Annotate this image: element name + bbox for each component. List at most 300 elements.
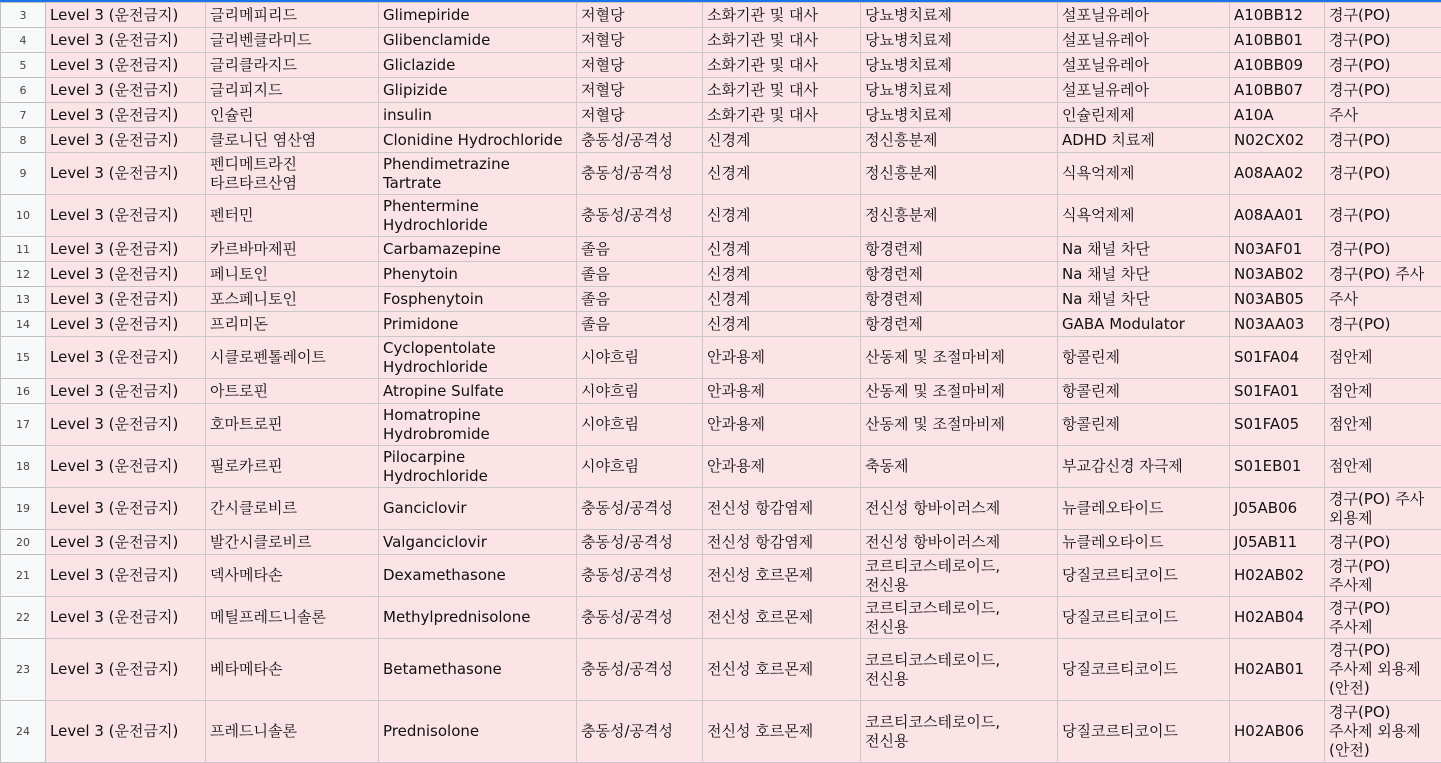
side-effect-cell[interactable]: 졸음	[577, 262, 703, 287]
mechanism-cell[interactable]: 항콜린제	[1058, 379, 1230, 404]
atc-code-cell[interactable]: N03AF01	[1230, 237, 1325, 262]
organ-system-cell[interactable]: 소화기관 및 대사	[703, 53, 861, 78]
atc-code-cell[interactable]: J05AB11	[1230, 530, 1325, 555]
organ-system-cell[interactable]: 소화기관 및 대사	[703, 28, 861, 53]
english-name-cell[interactable]	[379, 379, 577, 404]
drug-class-cell[interactable]	[861, 128, 1058, 153]
route-cell[interactable]	[1325, 379, 1441, 404]
drug-class-cell-line: 코르티코스테로이드,	[865, 557, 1053, 576]
mechanism-cell[interactable]: 설포닐유레아	[1058, 28, 1230, 53]
route-cell[interactable]	[1325, 639, 1441, 701]
organ-system-cell[interactable]: 안과용제	[703, 446, 861, 488]
drug-class-cell[interactable]	[861, 28, 1058, 53]
level-cell[interactable]: Level 3 (운전금지)	[46, 446, 206, 488]
organ-system-cell[interactable]: 신경계	[703, 195, 861, 237]
korean-name-cell-line: 인슐린	[210, 106, 374, 125]
level-cell[interactable]: Level 3 (운전금지)	[46, 530, 206, 555]
korean-name-cell-line: 페니토인	[210, 265, 374, 284]
side-effect-cell[interactable]: 저혈당	[577, 28, 703, 53]
route-cell[interactable]	[1325, 530, 1441, 555]
english-name-cell[interactable]	[379, 103, 577, 128]
atc-code-cell[interactable]: H02AB04	[1230, 597, 1325, 639]
korean-name-cell[interactable]	[206, 103, 379, 128]
organ-system-cell[interactable]: 소화기관 및 대사	[703, 3, 861, 28]
mechanism-cell[interactable]: 항콜린제	[1058, 404, 1230, 446]
route-cell[interactable]	[1325, 597, 1441, 639]
route-cell-line: 경구(PO)	[1329, 315, 1437, 334]
english-name-cell-line: Methylprednisolone	[383, 608, 572, 627]
level-cell[interactable]: Level 3 (운전금지)	[46, 153, 206, 195]
drug-class-cell[interactable]	[861, 103, 1058, 128]
organ-system-cell[interactable]: 신경계	[703, 237, 861, 262]
atc-code-cell[interactable]: N02CX02	[1230, 128, 1325, 153]
korean-name-cell-line: 카르바마제핀	[210, 240, 374, 259]
level-cell[interactable]: Level 3 (운전금지)	[46, 404, 206, 446]
side-effect-cell[interactable]: 시야흐림	[577, 379, 703, 404]
atc-code-cell[interactable]: N03AA03	[1230, 312, 1325, 337]
korean-name-cell-line: 글리피지드	[210, 81, 374, 100]
english-name-cell-line: Prednisolone	[383, 722, 572, 741]
row-number[interactable]: 17	[1, 404, 46, 446]
route-cell[interactable]	[1325, 404, 1441, 446]
route-cell[interactable]	[1325, 446, 1441, 488]
english-name-cell-line: Cyclopentolate	[383, 339, 572, 358]
mechanism-cell[interactable]: Na 채널 차단	[1058, 237, 1230, 262]
route-cell-line: 점안제	[1329, 415, 1437, 434]
drug-class-cell-line: 당뇨병치료제	[865, 56, 1053, 75]
side-effect-cell[interactable]: 졸음	[577, 287, 703, 312]
route-cell-line: 경구(PO)	[1329, 206, 1437, 225]
organ-system-cell[interactable]: 소화기관 및 대사	[703, 103, 861, 128]
korean-name-cell[interactable]	[206, 337, 379, 379]
drug-class-cell[interactable]	[861, 78, 1058, 103]
drug-class-cell[interactable]	[861, 53, 1058, 78]
row-number[interactable]: 21	[1, 555, 46, 597]
english-name-cell[interactable]	[379, 446, 577, 488]
english-name-cell[interactable]	[379, 597, 577, 639]
route-cell-line: 경구(PO)	[1329, 599, 1437, 618]
english-name-cell[interactable]	[379, 701, 577, 763]
route-cell[interactable]	[1325, 262, 1441, 287]
mechanism-cell[interactable]: ADHD 치료제	[1058, 128, 1230, 153]
route-cell[interactable]	[1325, 555, 1441, 597]
english-name-cell-line: Dexamethasone	[383, 566, 572, 585]
organ-system-cell[interactable]: 전신성 항감염제	[703, 488, 861, 530]
drug-class-cell[interactable]	[861, 262, 1058, 287]
level-cell[interactable]: Level 3 (운전금지)	[46, 597, 206, 639]
side-effect-cell[interactable]: 시야흐림	[577, 446, 703, 488]
drug-class-cell[interactable]	[861, 446, 1058, 488]
route-cell-line: 경구(PO) 주사	[1329, 490, 1437, 509]
route-cell[interactable]	[1325, 195, 1441, 237]
drug-class-cell[interactable]	[861, 404, 1058, 446]
route-cell[interactable]	[1325, 287, 1441, 312]
atc-code-cell[interactable]: H02AB01	[1230, 639, 1325, 701]
drug-class-cell[interactable]	[861, 287, 1058, 312]
level-cell[interactable]: Level 3 (운전금지)	[46, 701, 206, 763]
side-effect-cell[interactable]: 충동성/공격성	[577, 597, 703, 639]
table-row	[1, 53, 1441, 78]
route-cell[interactable]	[1325, 28, 1441, 53]
korean-name-cell[interactable]	[206, 153, 379, 195]
korean-name-cell[interactable]	[206, 597, 379, 639]
organ-system-cell[interactable]: 안과용제	[703, 404, 861, 446]
grid-body	[1, 3, 1441, 763]
route-cell[interactable]	[1325, 312, 1441, 337]
english-name-cell[interactable]	[379, 555, 577, 597]
english-name-cell[interactable]	[379, 337, 577, 379]
row-number[interactable]: 5	[1, 53, 46, 78]
english-name-cell[interactable]	[379, 530, 577, 555]
side-effect-cell[interactable]: 충동성/공격성	[577, 195, 703, 237]
atc-code-cell[interactable]: A10BB07	[1230, 78, 1325, 103]
english-name-cell[interactable]	[379, 262, 577, 287]
mechanism-cell[interactable]: 부교감신경 자극제	[1058, 446, 1230, 488]
english-name-cell-line: Ganciclovir	[383, 499, 572, 518]
row-number[interactable]: 7	[1, 103, 46, 128]
side-effect-cell[interactable]: 충동성/공격성	[577, 488, 703, 530]
atc-code-cell[interactable]: A10A	[1230, 103, 1325, 128]
organ-system-cell[interactable]: 안과용제	[703, 379, 861, 404]
side-effect-cell[interactable]: 졸음	[577, 312, 703, 337]
organ-system-cell[interactable]: 소화기관 및 대사	[703, 78, 861, 103]
mechanism-cell[interactable]: 뉴클레오타이드	[1058, 530, 1230, 555]
route-cell-line: 경구(PO)	[1329, 131, 1437, 150]
atc-code-cell[interactable]: A10BB09	[1230, 53, 1325, 78]
row-number[interactable]: 19	[1, 488, 46, 530]
row-number[interactable]: 20	[1, 530, 46, 555]
organ-system-cell[interactable]: 신경계	[703, 128, 861, 153]
mechanism-cell[interactable]: 설포닐유레아	[1058, 78, 1230, 103]
table-row	[1, 404, 1441, 446]
table-row	[1, 379, 1441, 404]
drug-class-cell-line: 당뇨병치료제	[865, 81, 1053, 100]
atc-code-cell[interactable]: S01FA04	[1230, 337, 1325, 379]
route-cell-line: 경구(PO)	[1329, 557, 1437, 576]
route-cell-line: 주사	[1329, 106, 1437, 125]
row-number[interactable]: 11	[1, 237, 46, 262]
korean-name-cell[interactable]	[206, 555, 379, 597]
mechanism-cell[interactable]: 식욕억제제	[1058, 153, 1230, 195]
english-name-cell[interactable]	[379, 287, 577, 312]
drug-class-cell[interactable]	[861, 597, 1058, 639]
korean-name-cell-line: 프레드니솔론	[210, 722, 374, 741]
english-name-cell[interactable]	[379, 237, 577, 262]
atc-code-cell[interactable]: S01FA05	[1230, 404, 1325, 446]
drug-class-cell-line: 코르티코스테로이드,	[865, 713, 1053, 732]
table-row	[1, 3, 1441, 28]
mechanism-cell[interactable]: Na 채널 차단	[1058, 287, 1230, 312]
atc-code-cell[interactable]: N03AB05	[1230, 287, 1325, 312]
english-name-cell-line: Atropine Sulfate	[383, 382, 572, 401]
organ-system-cell[interactable]: 신경계	[703, 312, 861, 337]
mechanism-cell[interactable]: 인슐린제제	[1058, 103, 1230, 128]
drug-class-cell[interactable]	[861, 3, 1058, 28]
english-name-cell-line: Primidone	[383, 315, 572, 334]
side-effect-cell[interactable]: 충동성/공격성	[577, 701, 703, 763]
english-name-cell[interactable]	[379, 53, 577, 78]
korean-name-cell[interactable]	[206, 3, 379, 28]
atc-code-cell[interactable]: H02AB02	[1230, 555, 1325, 597]
route-cell-line: 주사	[1329, 290, 1437, 309]
route-cell-line: 경구(PO)	[1329, 533, 1437, 552]
side-effect-cell[interactable]: 졸음	[577, 237, 703, 262]
drug-class-cell-line: 항경련제	[865, 265, 1053, 284]
row-number[interactable]: 24	[1, 701, 46, 763]
korean-name-cell-line: 포스페니토인	[210, 290, 374, 309]
english-name-cell-line: Fosphenytoin	[383, 290, 572, 309]
atc-code-cell[interactable]: A10BB01	[1230, 28, 1325, 53]
route-cell[interactable]	[1325, 78, 1441, 103]
korean-name-cell[interactable]	[206, 237, 379, 262]
level-cell[interactable]: Level 3 (운전금지)	[46, 78, 206, 103]
english-name-cell-line: Phentermine	[383, 197, 572, 216]
english-name-cell-line: Pilocarpine	[383, 448, 572, 467]
korean-name-cell[interactable]	[206, 404, 379, 446]
table-row	[1, 153, 1441, 195]
korean-name-cell-line: 클로니딘 염산염	[210, 131, 374, 150]
mechanism-cell[interactable]: 뉴클레오타이드	[1058, 488, 1230, 530]
korean-name-cell[interactable]	[206, 312, 379, 337]
table-row	[1, 597, 1441, 639]
english-name-cell[interactable]	[379, 3, 577, 28]
level-cell[interactable]: Level 3 (운전금지)	[46, 3, 206, 28]
level-cell[interactable]: Level 3 (운전금지)	[46, 312, 206, 337]
route-cell[interactable]	[1325, 488, 1441, 530]
korean-name-cell[interactable]	[206, 262, 379, 287]
english-name-cell-line: Clonidine Hydrochloride	[383, 131, 572, 150]
korean-name-cell[interactable]	[206, 287, 379, 312]
drug-class-cell[interactable]	[861, 312, 1058, 337]
mechanism-cell[interactable]: Na 채널 차단	[1058, 262, 1230, 287]
mechanism-cell[interactable]: 당질코르티코이드	[1058, 555, 1230, 597]
english-name-cell-line: insulin	[383, 106, 572, 125]
side-effect-cell[interactable]: 충동성/공격성	[577, 555, 703, 597]
korean-name-cell[interactable]	[206, 28, 379, 53]
drug-class-cell[interactable]	[861, 639, 1058, 701]
organ-system-cell[interactable]: 전신성 호르몬제	[703, 639, 861, 701]
side-effect-cell[interactable]: 시야흐림	[577, 337, 703, 379]
drug-class-cell-line: 항경련제	[865, 315, 1053, 334]
korean-name-cell-line: 프리미돈	[210, 315, 374, 334]
drug-class-cell[interactable]	[861, 237, 1058, 262]
route-cell-line: 점안제	[1329, 457, 1437, 476]
row-number[interactable]: 13	[1, 287, 46, 312]
route-cell[interactable]	[1325, 3, 1441, 28]
level-cell[interactable]: Level 3 (운전금지)	[46, 337, 206, 379]
route-cell-line: 외용제	[1329, 509, 1437, 528]
drug-class-cell[interactable]	[861, 379, 1058, 404]
organ-system-cell[interactable]: 안과용제	[703, 337, 861, 379]
level-cell[interactable]: Level 3 (운전금지)	[46, 379, 206, 404]
level-cell[interactable]: Level 3 (운전금지)	[46, 287, 206, 312]
route-cell[interactable]	[1325, 153, 1441, 195]
level-cell[interactable]: Level 3 (운전금지)	[46, 195, 206, 237]
korean-name-cell-line: 글리벤클라미드	[210, 31, 374, 50]
mechanism-cell[interactable]: 설포닐유레아	[1058, 3, 1230, 28]
atc-code-cell[interactable]: S01FA01	[1230, 379, 1325, 404]
korean-name-cell-line: 타르타르산염	[210, 174, 374, 193]
english-name-cell[interactable]	[379, 404, 577, 446]
drug-class-cell-line: 전신용	[865, 576, 1053, 595]
side-effect-cell[interactable]: 충동성/공격성	[577, 530, 703, 555]
level-cell[interactable]: Level 3 (운전금지)	[46, 639, 206, 701]
drug-class-cell[interactable]	[861, 530, 1058, 555]
side-effect-cell[interactable]: 충동성/공격성	[577, 639, 703, 701]
table-row	[1, 78, 1441, 103]
row-number[interactable]: 10	[1, 195, 46, 237]
atc-code-cell[interactable]: A08AA01	[1230, 195, 1325, 237]
korean-name-cell-line: 베타메타손	[210, 660, 374, 679]
row-number[interactable]: 18	[1, 446, 46, 488]
english-name-cell[interactable]	[379, 153, 577, 195]
side-effect-cell[interactable]: 충동성/공격성	[577, 128, 703, 153]
level-cell[interactable]: Level 3 (운전금지)	[46, 28, 206, 53]
organ-system-cell[interactable]: 전신성 호르몬제	[703, 555, 861, 597]
row-number[interactable]: 8	[1, 128, 46, 153]
table-row	[1, 287, 1441, 312]
korean-name-cell[interactable]	[206, 639, 379, 701]
english-name-cell-line: Valganciclovir	[383, 533, 572, 552]
organ-system-cell[interactable]: 신경계	[703, 262, 861, 287]
route-cell-line: 경구(PO)	[1329, 641, 1437, 660]
korean-name-cell-line: 시클로펜톨레이트	[210, 348, 374, 367]
mechanism-cell[interactable]: GABA Modulator	[1058, 312, 1230, 337]
drug-class-cell-line: 축동제	[865, 457, 1053, 476]
korean-name-cell[interactable]	[206, 78, 379, 103]
route-cell-line: 주사제	[1329, 576, 1437, 595]
side-effect-cell[interactable]: 저혈당	[577, 78, 703, 103]
mechanism-cell[interactable]: 당질코르티코이드	[1058, 639, 1230, 701]
table-row	[1, 555, 1441, 597]
english-name-cell-line: Gliclazide	[383, 56, 572, 75]
route-cell[interactable]	[1325, 701, 1441, 763]
route-cell-line: 경구(PO)	[1329, 240, 1437, 259]
row-number[interactable]: 12	[1, 262, 46, 287]
drug-class-cell[interactable]	[861, 337, 1058, 379]
drug-class-cell-line: 전신성 항바이러스제	[865, 499, 1053, 518]
row-number[interactable]: 3	[1, 3, 46, 28]
drug-class-cell-line: 전신용	[865, 732, 1053, 751]
korean-name-cell[interactable]	[206, 446, 379, 488]
organ-system-cell[interactable]: 전신성 항감염제	[703, 530, 861, 555]
side-effect-cell[interactable]: 저혈당	[577, 3, 703, 28]
side-effect-cell[interactable]: 저혈당	[577, 103, 703, 128]
side-effect-cell[interactable]: 저혈당	[577, 53, 703, 78]
atc-code-cell[interactable]: J05AB06	[1230, 488, 1325, 530]
english-name-cell-line: Glimepiride	[383, 6, 572, 25]
level-cell[interactable]: Level 3 (운전금지)	[46, 488, 206, 530]
level-cell[interactable]: Level 3 (운전금지)	[46, 103, 206, 128]
drug-class-cell-line: 정신흥분제	[865, 206, 1053, 225]
atc-code-cell[interactable]: S01EB01	[1230, 446, 1325, 488]
drug-class-cell[interactable]	[861, 488, 1058, 530]
mechanism-cell[interactable]: 당질코르티코이드	[1058, 597, 1230, 639]
korean-name-cell[interactable]	[206, 488, 379, 530]
row-number[interactable]: 6	[1, 78, 46, 103]
english-name-cell-line: Hydrobromide	[383, 425, 572, 444]
mechanism-cell[interactable]: 항콜린제	[1058, 337, 1230, 379]
row-number[interactable]: 16	[1, 379, 46, 404]
route-cell[interactable]	[1325, 237, 1441, 262]
mechanism-cell[interactable]: 당질코르티코이드	[1058, 701, 1230, 763]
route-cell[interactable]	[1325, 103, 1441, 128]
row-number[interactable]: 9	[1, 153, 46, 195]
drug-class-cell-line: 항경련제	[865, 240, 1053, 259]
drug-class-cell-line: 항경련제	[865, 290, 1053, 309]
english-name-cell[interactable]	[379, 78, 577, 103]
korean-name-cell-line: 아트로핀	[210, 382, 374, 401]
drug-class-cell[interactable]	[861, 555, 1058, 597]
english-name-cell[interactable]	[379, 28, 577, 53]
korean-name-cell[interactable]	[206, 530, 379, 555]
route-cell[interactable]	[1325, 53, 1441, 78]
route-cell-line: 주사제 외용제	[1329, 660, 1437, 679]
organ-system-cell[interactable]: 신경계	[703, 287, 861, 312]
row-number[interactable]: 22	[1, 597, 46, 639]
english-name-cell-line: Phendimetrazine Tartrate	[383, 155, 572, 193]
drug-class-cell[interactable]	[861, 701, 1058, 763]
row-number[interactable]: 23	[1, 639, 46, 701]
row-number[interactable]: 15	[1, 337, 46, 379]
drug-class-cell[interactable]	[861, 153, 1058, 195]
route-cell-line: 주사제	[1329, 618, 1437, 637]
mechanism-cell[interactable]: 식욕억제제	[1058, 195, 1230, 237]
korean-name-cell[interactable]	[206, 195, 379, 237]
level-cell[interactable]: Level 3 (운전금지)	[46, 555, 206, 597]
mechanism-cell[interactable]: 설포닐유레아	[1058, 53, 1230, 78]
korean-name-cell-line: 펜터민	[210, 206, 374, 225]
atc-code-cell[interactable]: A10BB12	[1230, 3, 1325, 28]
organ-system-cell[interactable]: 전신성 호르몬제	[703, 701, 861, 763]
drug-class-cell-line: 전신용	[865, 618, 1053, 637]
table-row	[1, 312, 1441, 337]
drug-class-cell[interactable]	[861, 195, 1058, 237]
route-cell-line: 점안제	[1329, 382, 1437, 401]
atc-code-cell[interactable]: H02AB06	[1230, 701, 1325, 763]
route-cell-line: 경구(PO)	[1329, 56, 1437, 75]
english-name-cell[interactable]	[379, 128, 577, 153]
level-cell[interactable]: Level 3 (운전금지)	[46, 53, 206, 78]
side-effect-cell[interactable]: 시야흐림	[577, 404, 703, 446]
route-cell-line: 경구(PO)	[1329, 6, 1437, 25]
english-name-cell[interactable]	[379, 639, 577, 701]
row-number[interactable]: 14	[1, 312, 46, 337]
side-effect-cell[interactable]: 충동성/공격성	[577, 153, 703, 195]
korean-name-cell[interactable]	[206, 379, 379, 404]
organ-system-cell[interactable]: 전신성 호르몬제	[703, 597, 861, 639]
level-cell[interactable]: Level 3 (운전금지)	[46, 237, 206, 262]
english-name-cell[interactable]	[379, 195, 577, 237]
route-cell[interactable]	[1325, 128, 1441, 153]
english-name-cell[interactable]	[379, 488, 577, 530]
korean-name-cell[interactable]	[206, 53, 379, 78]
route-cell-line: (안전)	[1329, 679, 1437, 698]
korean-name-cell[interactable]	[206, 701, 379, 763]
drug-class-cell-line: 당뇨병치료제	[865, 31, 1053, 50]
route-cell[interactable]	[1325, 337, 1441, 379]
english-name-cell[interactable]	[379, 312, 577, 337]
level-cell[interactable]: Level 3 (운전금지)	[46, 262, 206, 287]
organ-system-cell[interactable]: 신경계	[703, 153, 861, 195]
atc-code-cell[interactable]: N03AB02	[1230, 262, 1325, 287]
korean-name-cell-line: 필로카르핀	[210, 457, 374, 476]
level-cell[interactable]: Level 3 (운전금지)	[46, 128, 206, 153]
row-number[interactable]: 4	[1, 28, 46, 53]
korean-name-cell[interactable]	[206, 128, 379, 153]
drug-class-cell-line: 코르티코스테로이드,	[865, 599, 1053, 618]
atc-code-cell[interactable]: A08AA02	[1230, 153, 1325, 195]
